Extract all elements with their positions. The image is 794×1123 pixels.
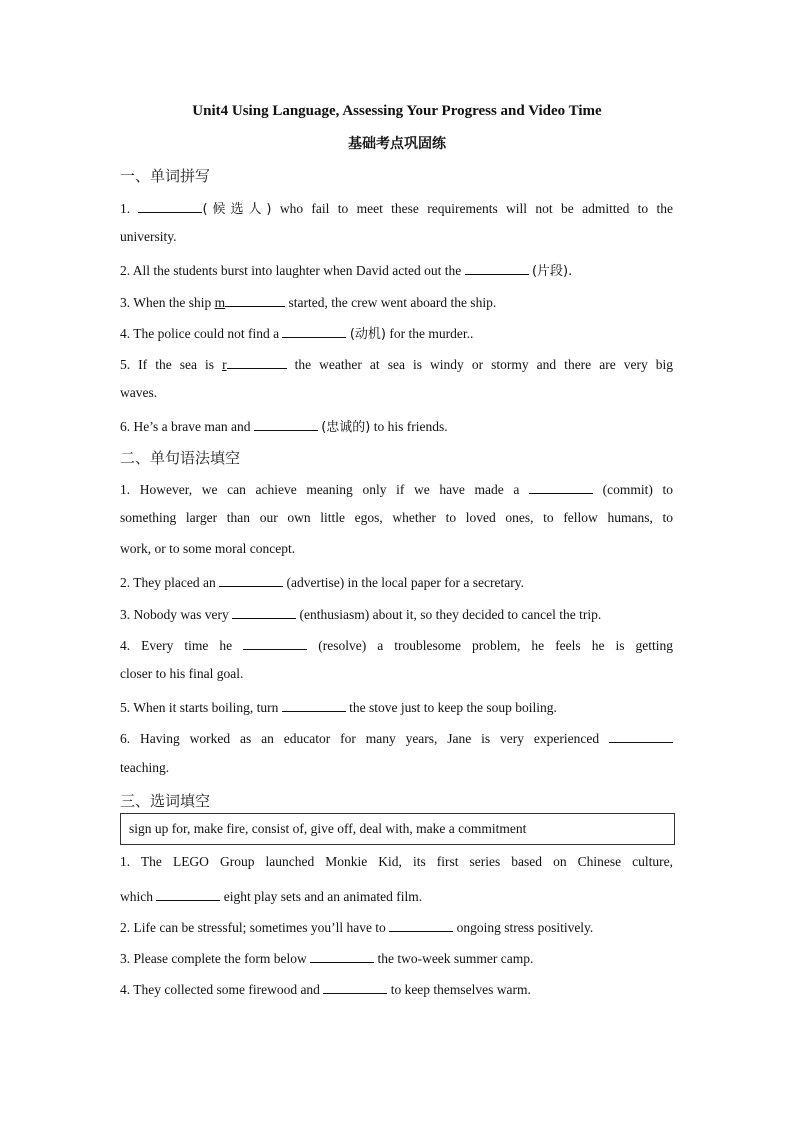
- page-subtitle: 基础考点巩固练: [348, 136, 446, 152]
- answer-blank[interactable]: [323, 979, 387, 994]
- answer-blank[interactable]: [225, 292, 285, 307]
- s1-q5-line1: 5. If the sea is r the weather at sea is windy or stormy and there are very big: [120, 354, 673, 372]
- answer-blank[interactable]: [282, 323, 346, 338]
- s3-q1-line1: 1. The LEGO Group launched Monkie Kid, its first series based on Chinese culture,: [120, 854, 673, 869]
- s3-q2: 2. Life can be stressful; sometimes you’ll have to ongoing stress positively.: [120, 917, 673, 936]
- answer-blank[interactable]: [389, 917, 453, 932]
- s2-q1-line2: something larger than our own little egos, whether to loved ones, to fellow humans, to: [120, 510, 673, 525]
- s1-q6: 6. He’s a brave man and (忠诚的) to his friends.: [120, 416, 673, 435]
- s2-q5: 5. When it starts boiling, turn the stove just to keep the soup boiling.: [120, 697, 673, 716]
- s1-q4: 4. The police could not find a (动机) for the murder..: [120, 323, 673, 342]
- s1-q2: 2. All the students burst into laughter when David acted out the (片段).: [120, 260, 673, 279]
- answer-blank[interactable]: [227, 354, 287, 369]
- answer-blank[interactable]: [156, 886, 220, 901]
- s2-q4-line1: 4. Every time he (resolve) a troublesome problem, he feels he is getting: [120, 635, 673, 653]
- answer-blank[interactable]: [219, 572, 283, 587]
- s3-q1-line2: which eight play sets and an animated film.: [120, 886, 673, 905]
- section3-heading: 三、选词填空: [120, 792, 211, 810]
- s1-q5-line2: waves.: [120, 385, 158, 400]
- s1-q1-line1: 1. (候选人) who fail to meet these requirements will not be admitted to the: [120, 198, 673, 216]
- s3-q4: 4. They collected some firewood and to keep themselves warm.: [120, 979, 673, 998]
- s1-q1-line2: university.: [120, 229, 177, 244]
- s2-q2: 2. They placed an (advertise) in the local paper for a secretary.: [120, 572, 673, 591]
- s2-q4-line2: closer to his final goal.: [120, 666, 244, 681]
- s2-q6-line1: 6. Having worked as an educator for many years, Jane is very experienced: [120, 728, 673, 746]
- s2-q3: 3. Nobody was very (enthusiasm) about it, so they decided to cancel the trip.: [120, 604, 673, 623]
- answer-blank[interactable]: [232, 604, 296, 619]
- section1-heading: 一、单词拼写: [120, 167, 211, 185]
- s3-q3: 3. Please complete the form below the two-week summer camp.: [120, 948, 673, 967]
- answer-blank[interactable]: [138, 198, 202, 213]
- s2-q6-line2: teaching.: [120, 760, 170, 775]
- s2-q1-line3: work, or to some moral concept.: [120, 541, 296, 556]
- answer-blank[interactable]: [609, 728, 673, 743]
- page-title: Unit4 Using Language, Assessing Your Progress and Video Time: [192, 103, 602, 119]
- s2-q1-line1: 1. However, we can achieve meaning only if we have made a (commit) to: [120, 479, 673, 497]
- answer-blank[interactable]: [529, 479, 593, 494]
- s1-q3: 3. When the ship m started, the crew went aboard the ship.: [120, 292, 673, 311]
- word-bank-box: sign up for, make fire, consist of, give off, deal with, make a commitment: [120, 813, 675, 845]
- answer-blank[interactable]: [310, 948, 374, 963]
- answer-blank[interactable]: [243, 635, 307, 650]
- answer-blank[interactable]: [282, 697, 346, 712]
- section2-heading: 二、单句语法填空: [120, 449, 241, 467]
- answer-blank[interactable]: [254, 416, 318, 431]
- answer-blank[interactable]: [465, 260, 529, 275]
